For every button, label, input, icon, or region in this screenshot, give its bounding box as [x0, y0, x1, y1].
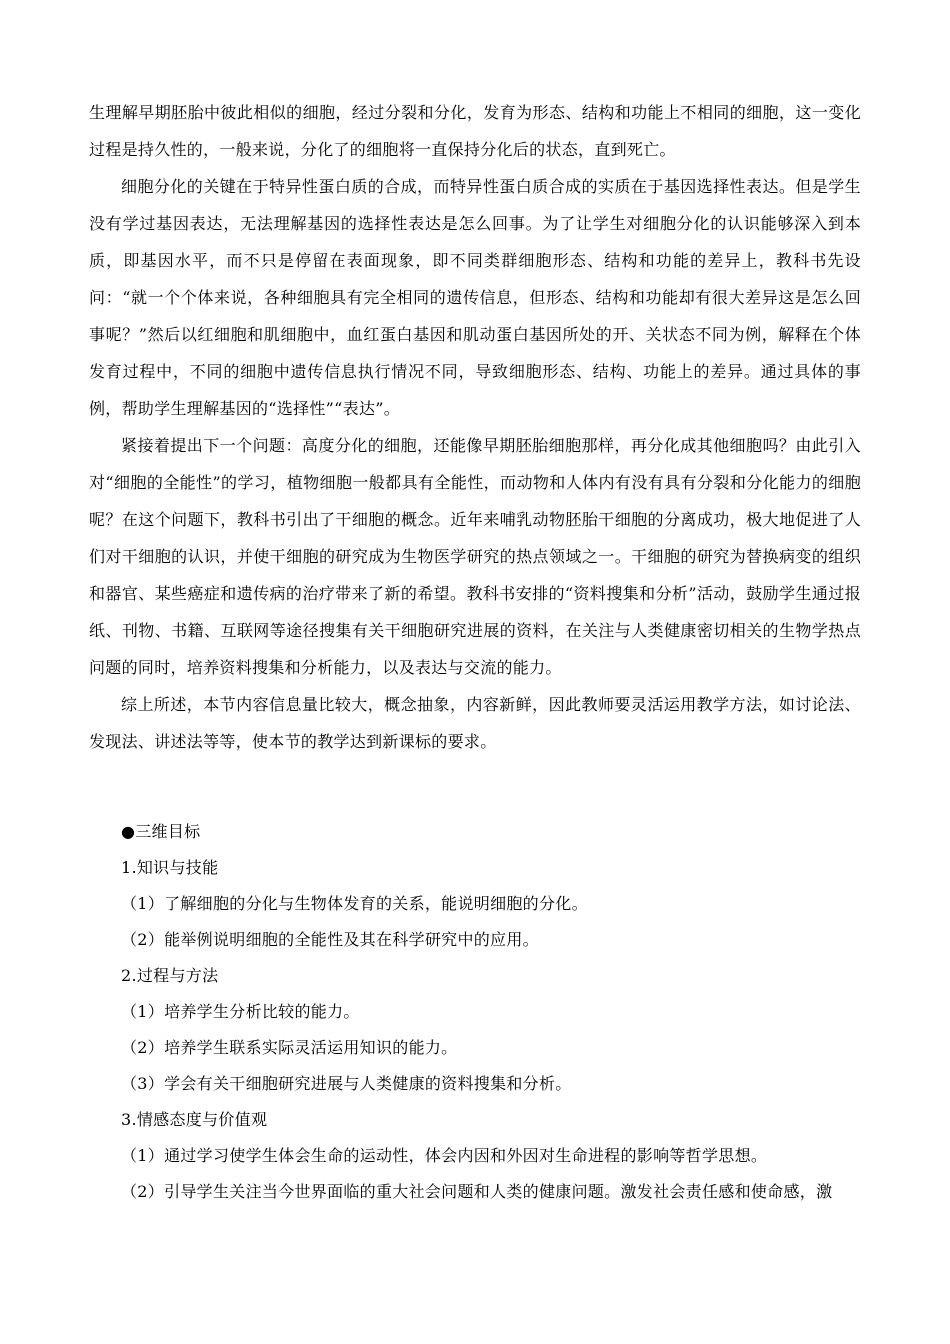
body-text [89, 94, 861, 760]
process-item-2: （2）培养学生联系实际灵活运用知识的能力。 [121, 1038, 458, 1057]
process-item-3: （3）学会有关干细胞研究进展与人类健康的资料搜集和分析。 [121, 1074, 572, 1093]
knowledge-heading: 1.知识与技能 [121, 858, 219, 877]
knowledge-item-2: （2）能举例说明细胞的全能性及其在科学研究中的应用。 [121, 930, 539, 949]
knowledge-item-1: （1）了解细胞的分化与生物体发育的关系，能说明细胞的分化。 [121, 894, 588, 913]
emotion-item-2: （2）引导学生关注当今世界面临的重大社会问题和人类的健康问题。激发社会责任感和使命感，激 [121, 1182, 833, 1201]
paragraph-gene-expression: 细胞分化的关键在于特异性蛋白质的合成，而特异性蛋白质合成的实质在于基因选择性表达。但是学生没有学过基因表达，无法理解基因的选择性表达是怎么回事。为了让学生对细胞分化的认识能够深入到本质，即基因水平，而不只是停留在表面现象，即不同类群细胞形态、结构和功能的差异上，教科书先设问：“就一个个体来说，各种细胞具有完全相同的遗传信息，但形态、结构和功能却有很大差异这是怎么回事呢？”然后以红细胞和肌细胞中，血红蛋白基因和肌动蛋白基因所处的开、关状态不同为例，解释在个体发育过程中，不同的细胞中遗传信息执行情况不同，导致细胞形态、结构、功能上的差异。通过具体的事例，帮助学生理解基因的“选择性”“表达”。 [89, 177, 861, 418]
emotion-item-1: （1）通过学习使学生体会生命的运动性，体会内因和外因对生命进程的影响等哲学思想。 [121, 1146, 768, 1165]
paragraph-continuation: 生理解早期胚胎中彼此相似的细胞，经过分裂和分化，发育为形态、结构和功能上不相同的细胞，这一变化过程是持久性的，一般来说，分化了的细胞将一直保持分化后的状态，直到死亡。 [89, 103, 861, 159]
process-heading: 2.过程与方法 [121, 966, 219, 985]
objectives-heading: ●三维目标 [121, 822, 201, 841]
paragraph-totipotency: 紧接着提出下一个问题：高度分化的细胞，还能像早期胚胎细胞那样，再分化成其他细胞吗？由此引入对“细胞的全能性”的学习，植物细胞一般都具有全能性，而动物和人体内有没有具有分裂和分化能力的细胞呢？在这个问题下，教科书引出了干细胞的概念。近年来哺乳动物胚胎干细胞的分离成功，极大地促进了人们对干细胞的认识，并使干细胞的研究成为生物医学研究的热点领域之一。干细胞的研究为替换病变的组织和器官、某些癌症和遗传病的治疗带来了新的希望。教科书安排的“资料搜集和分析”活动，鼓励学生通过报纸、刊物、书籍、互联网等途径搜集有关干细胞研究进展的资料，在关注与人类健康密切相关的生物学热点问题的同时，培养资料搜集和分析能力，以及表达与交流的能力。 [89, 436, 861, 677]
process-item-1: （1）培养学生分析比较的能力。 [121, 1002, 360, 1021]
paragraph-summary: 综上所述，本节内容信息量比较大，概念抽象，内容新鲜，因此教师要灵活运用教学方法，如讨论法、发现法、讲述法等等，使本节的教学达到新课标的要求。 [89, 695, 861, 751]
emotion-heading: 3.情感态度与价值观 [121, 1110, 268, 1129]
